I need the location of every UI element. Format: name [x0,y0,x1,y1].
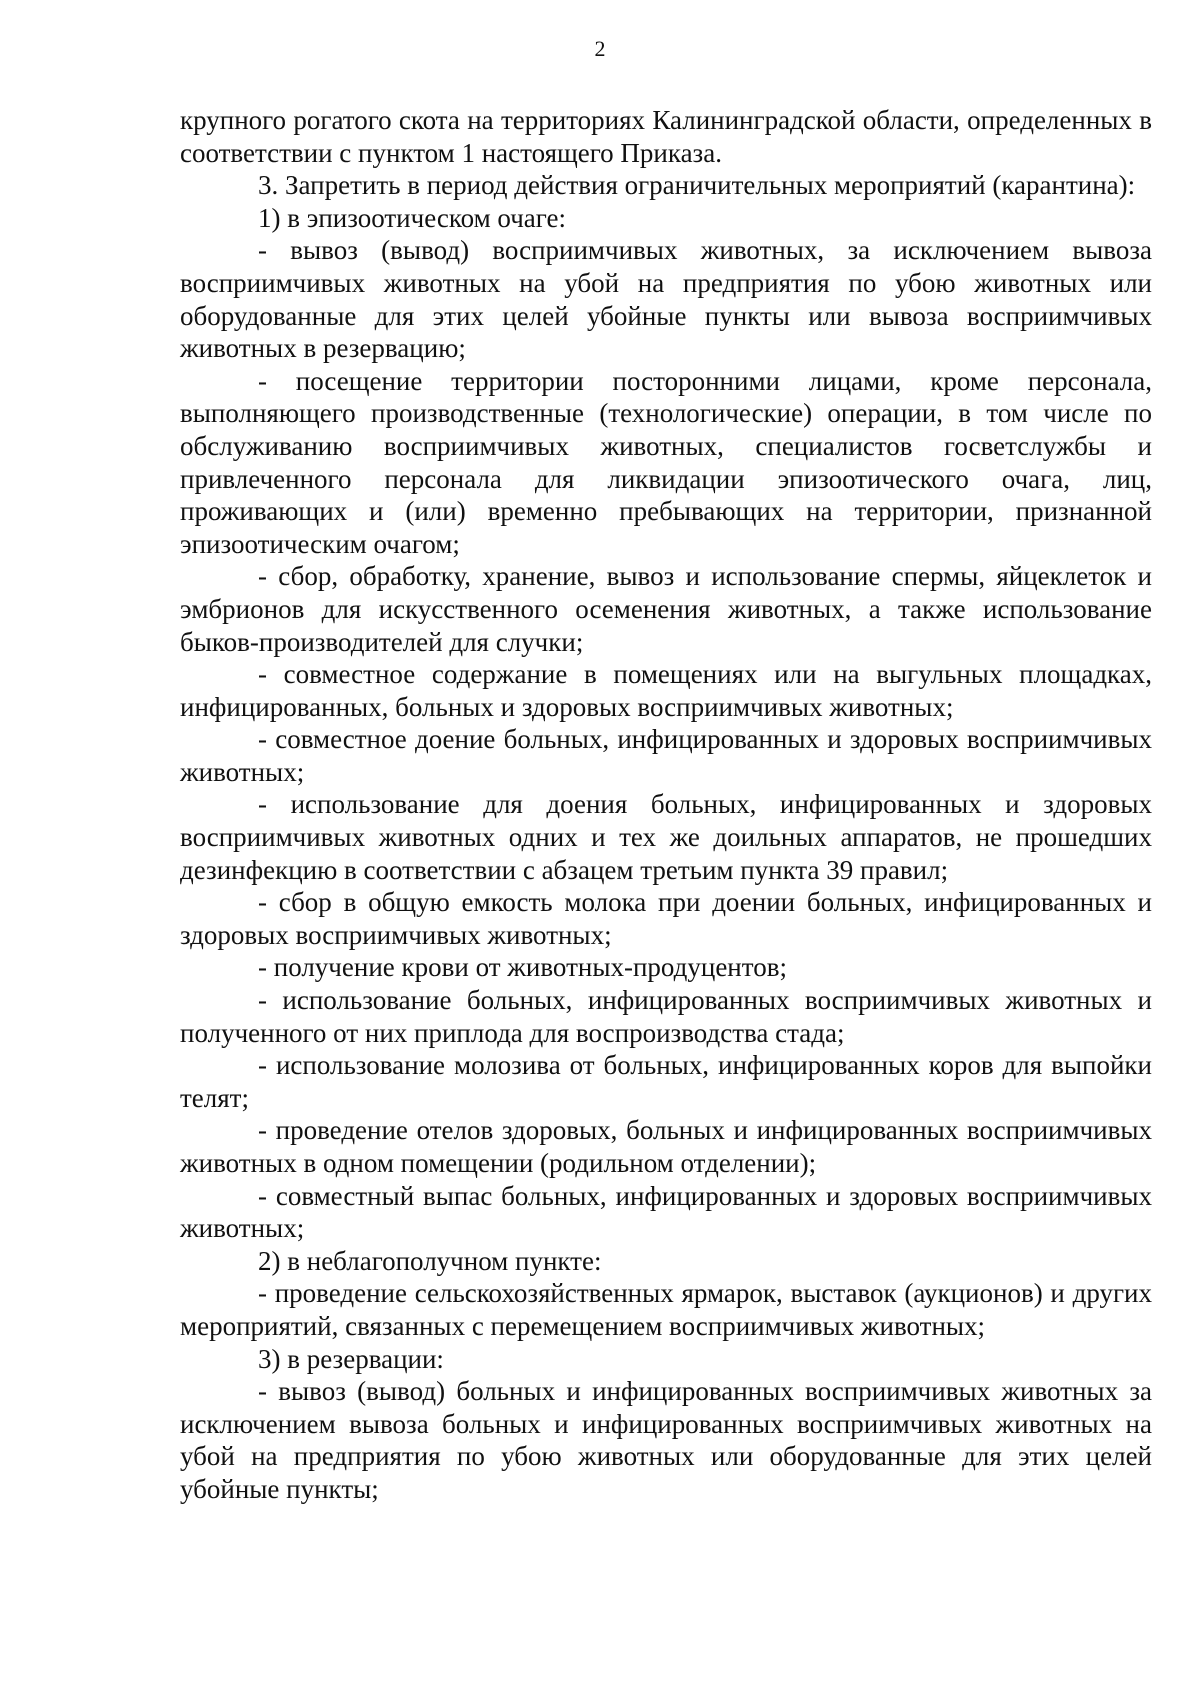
list-item: - посещение территории посторонними лицами, кроме персонала, выполняющего производственные (технологические) операции, в том числе по обслуживанию восприимчивых животных, специалистов госветслужбы и привлеченного персонала для ликвидации эпизоотического очага, лиц, проживающих и (или) временно пребывающих на территории, признанной эпизоотическим очагом; [180,365,1152,559]
subitem-3-heading: 3) в резервации: [258,1343,444,1374]
subitem-2-heading: 2) в неблагополучном пункте: [258,1245,602,1276]
list-item: - использование для доения больных, инфицированных и здоровых восприимчивых животных одних и тех же доильных аппаратов, не прошедших дезинфекцию в соответствии с абзацем третьим пункта 39 правил; [180,789,1152,885]
list-item: - сбор, обработку, хранение, вывоз и использование спермы, яйцеклеток и эмбрионов для искусственного осеменения животных, а также использование быков-производителей для случки; [180,561,1152,657]
list-item: - совместное доение больных, инфицированных и здоровых восприимчивых животных; [180,724,1152,787]
list-item: - проведение сельскохозяйственных ярмарок, выставок (аукционов) и других мероприятий, связанных с перемещением восприимчивых животных; [180,1278,1152,1341]
list-item: - сбор в общую емкость молока при доении больных, инфицированных и здоровых восприимчивых животных; [180,887,1152,950]
list-item: - использование больных, инфицированных восприимчивых животных и полученного от них приплода для воспроизводства стада; [180,985,1152,1048]
page-number: 2 [594,36,606,61]
list-item: - вывоз (вывод) восприимчивых животных, за исключением вывоза восприимчивых животных на убой на предприятия по убою животных или оборудованные для этих целей убойные пункты или вывоза восприимчивых животных в резервацию; [180,235,1152,364]
list-item: - проведение отелов здоровых, больных и инфицированных восприимчивых животных в одном помещении (родильном отделении); [180,1115,1152,1178]
list-item: - совместное содержание в помещениях или на выгульных площадках, инфицированных, больных и здоровых восприимчивых животных; [180,659,1152,722]
document-body [180,104,1152,1506]
subitem-1-heading: 1) в эпизоотическом очаге: [258,202,566,233]
paragraph-continuation: крупного рогатого скота на территориях Калининградской области, определенных в соответствии с пунктом 1 настоящего Приказа. [180,105,1152,168]
list-item: - вывоз (вывод) больных и инфицированных восприимчивых животных за исключением вывоза больных и инфицированных восприимчивых животных на убой на предприятия по убою животных или оборудованные для этих целей убойные пункты; [180,1376,1152,1504]
list-item: - получение крови от животных-продуцентов; [258,952,787,983]
list-item: - использование молозива от больных, инфицированных коров для выпойки телят; [180,1050,1152,1113]
list-item: - совместный выпас больных, инфицированных и здоровых восприимчивых животных; [180,1180,1152,1244]
paragraph-item-3: 3. Запретить в период действия ограничительных мероприятий (карантина): [258,170,1136,201]
